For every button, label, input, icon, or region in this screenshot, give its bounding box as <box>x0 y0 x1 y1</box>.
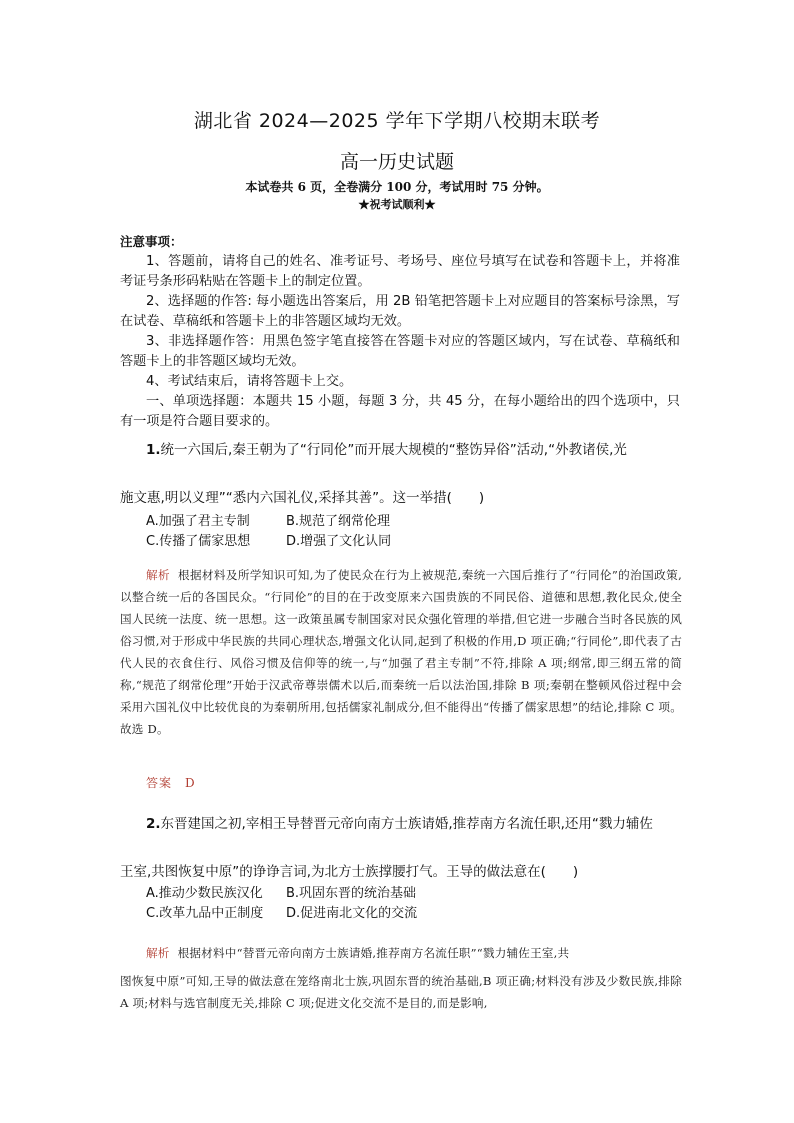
option-b: B.规范了纲常伦理 <box>286 514 391 529</box>
notice-item: 1、答题前，请将自己的姓名、准考证号、考场号、座位号填写在试卷和答题卡上，并将准考证号条形码粘贴在答题卡上的制定位置。 <box>120 254 680 289</box>
question-number: 2. <box>146 816 161 832</box>
explanation-label: 解析 <box>146 946 170 960</box>
question-stem-line: 东晋建国之初,宰相王导替晋元帝向南方士族请婚,推荐南方名流任职,还用“戮力辅佐 <box>160 816 653 832</box>
exam-subtitle: 高一历史试题 <box>339 151 454 173</box>
question-2-explanation <box>120 936 682 1014</box>
question-2-options <box>146 884 426 924</box>
option-d: D.增强了文化认同 <box>286 534 392 549</box>
question-stem-line: 王室,共图恢复中原”的诤诤言词,为北方士族撑腰打气。王导的做法意在( ) <box>120 864 579 880</box>
notice-title: 注意事项： <box>120 234 183 249</box>
explanation-text: 根据材料及所学知识可知,为了使民众在行为上被规范,秦统一六国后推行了“行同伦”的治国政策,以整合统一后的各国民众。“行同伦”的目的在于改变原来六国贵族的不同民俗、道德和思想,教化民众,使全国人民统一法度、统一思想。这一政策虽属专制国家对民众强化管理的举措,但它进一步融合当时各民族的风俗习惯,对于形成中华民族的共同心理状态,增强文化认同,起到了积极的作用,D 项正确;“行同伦”,即代表了古代人民的衣食住行、风俗习惯及信仰等的统一,与“加强了君主专制”不符,排除 A 项;纲常,即三纲五常的简称,“规范了纲常伦理”开始于汉武帝尊崇儒术以后,而秦统一后以法治国,排除 B 项;秦朝在整顿风俗过程中会采用六国礼仪中比较优良的为秦朝所用,包括儒家礼制成分,但不能得出“传播了儒家思想”的结论,排除 C 项。故选 D。 <box>120 568 682 736</box>
question-1-explanation <box>120 564 682 740</box>
explanation-text: 根据材料中“替晋元帝向南方士族请婚,推荐南方名流任职”“戮力辅佐王室,共 <box>177 946 570 960</box>
exam-info: 本试卷共 6 页，全卷满分 100 分，考试用时 75 分钟。 <box>245 180 549 194</box>
option-c: C.改革九品中正制度 <box>146 906 264 921</box>
explanation-text: 图恢复中原”可知,王导的做法意在笼络南北士族,巩固东晋的统治基础,B 项正确;材料没有涉及少数民族,排除 A 项;材料与选官制度无关,排除 C 项;促进文化交流不是目的,而是影响, <box>120 974 682 1010</box>
question-1-answer: 答案 D <box>146 776 196 790</box>
question-2-stem <box>120 800 682 896</box>
notice-section <box>120 232 680 432</box>
option-b: B.巩固东晋的统治基础 <box>286 886 417 901</box>
notice-item: 3、非选择题作答：用黑色签字笔直接答在答题卡对应的答题区域内，写在试卷、草稿纸和答题卡上的非答题区域均无效。 <box>120 334 680 369</box>
question-stem-line: 施文惠,明以义理”“悉内六国礼仪,采择其善”。这一举措( ) <box>120 490 485 506</box>
section-heading: 一、单项选择题：本题共 15 小题，每题 3 分，共 45 分，在每小题给出的四个选项中，只有一项是符合题目要求的。 <box>120 394 680 429</box>
question-1-stem <box>120 426 682 522</box>
question-stem-line: 统一六国后,秦王朝为了“行同伦”而开展大规模的“整饬异俗”活动,“外教诸侯,光 <box>160 442 627 458</box>
notice-item: 2、选择题的作答: 每小题选出答案后，用 2B 铅笔把答题卡上对应题目的答案标号涂黑，写在试卷、草稿纸和答题卡上的非答题区域均无效。 <box>120 294 680 329</box>
explanation-label: 解析 <box>146 568 170 582</box>
exam-title: 湖北省 2024—2025 学年下学期八校期末联考 <box>193 110 601 132</box>
notice-item: 4、考试结束后，请将答题卡上交。 <box>146 374 353 389</box>
option-a: A.加强了君主专制 <box>146 514 250 529</box>
option-a: A.推动少数民族汉化 <box>146 886 263 901</box>
option-c: C.传播了儒家思想 <box>146 534 251 549</box>
option-d: D.促进南北文化的交流 <box>286 906 418 921</box>
exam-wish: ★祝考试顺利★ <box>358 198 436 211</box>
question-1-options <box>146 512 426 552</box>
question-number: 1. <box>146 442 161 458</box>
